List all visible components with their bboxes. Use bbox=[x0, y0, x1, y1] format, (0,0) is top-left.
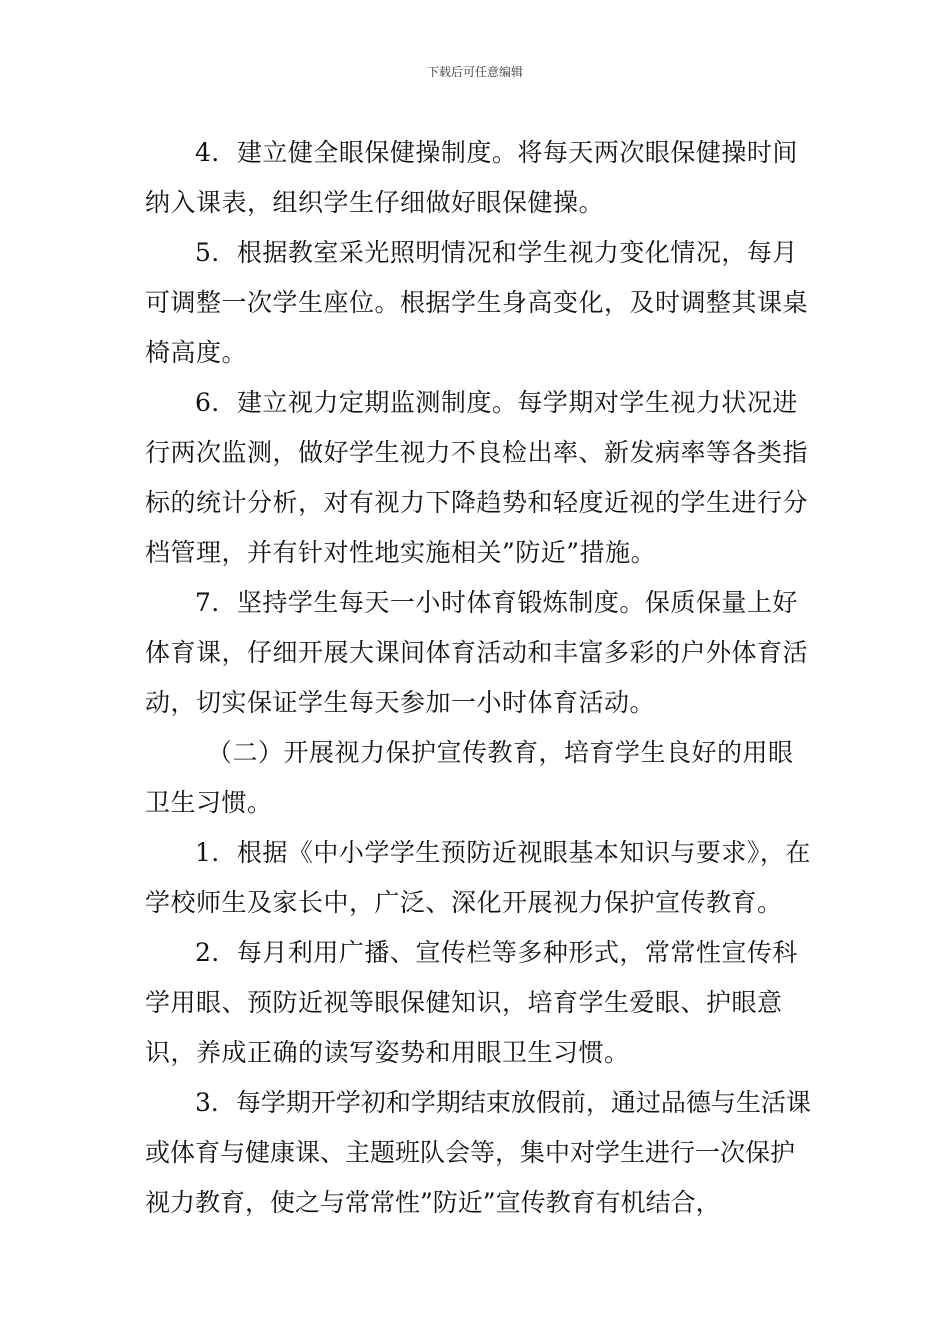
paragraph-3-education: 3．每学期开学初和学期结束放假前，通过品德与生活课或体育与健康课、主题班队会等，集中对学生进行一次保护视力教育，使之与常常性”防近”宣传教育有机结合， bbox=[145, 1088, 811, 1217]
paragraph-2-publicity: 2．每月利用广播、宣传栏等多种形式，常常性宣传科学用眼、预防近视等眼保健知识，培育学生爱眼、护眼意识，养成正确的读写姿势和用眼卫生习惯。 bbox=[145, 938, 798, 1067]
page-header: 下载后可任意编辑 bbox=[426, 65, 523, 79]
paragraph-5-seating: 5．根据教室采光照明情况和学生视力变化情况，每月可调整一次学生座位。根据学生身高变化，及时调整其课桌椅高度。 bbox=[145, 238, 809, 367]
section-heading-2: （二）开展视力保护宣传教育，培育学生良好的用眼卫生习惯。 bbox=[145, 738, 794, 817]
paragraph-1-knowledge: 1．根据《中小学学生预防近视眼基本知识与要求》，在学校师生及家长中，广泛、深化开展视力保护宣传教育。 bbox=[145, 838, 811, 917]
paragraph-7-physical-exercise: 7．坚持学生每天一小时体育锻炼制度。保质保量上好体育课，仔细开展大课间体育活动和丰富多彩的户外体育活动，切实保证学生每天参加一小时体育活动。 bbox=[145, 588, 809, 717]
document-body bbox=[145, 128, 815, 1228]
paragraph-4-eye-exercise: 4．建立健全眼保健操制度。将每天两次眼保健操时间纳入课表，组织学生仔细做好眼保健操。 bbox=[145, 138, 798, 217]
paragraph-6-vision-monitoring: 6．建立视力定期监测制度。每学期对学生视力状况进行两次监测，做好学生视力不良检出率、新发病率等各类指标的统计分析，对有视力下降趋势和轻度近视的学生进行分档管理，并有针对性地实施相关”防近”措施。 bbox=[145, 388, 809, 567]
